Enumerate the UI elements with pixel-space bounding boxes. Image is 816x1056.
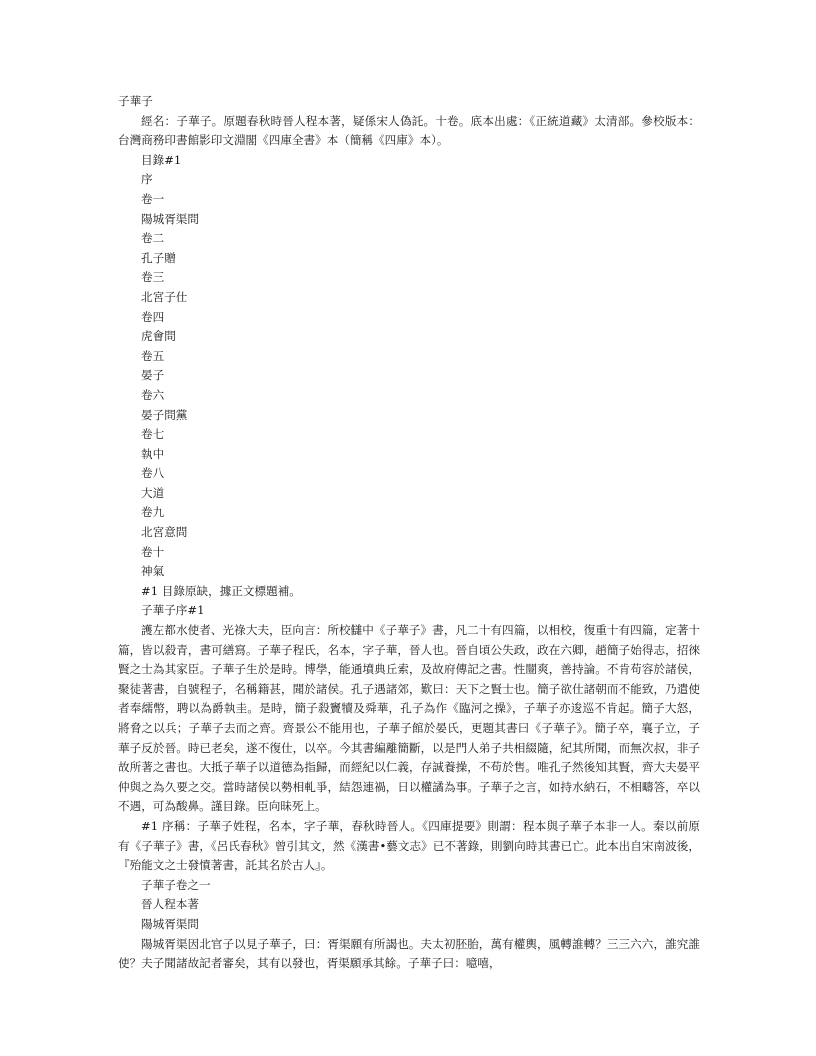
toc-item[interactable]: 陽城胥渠問: [141, 211, 199, 226]
toc-item[interactable]: 北宮子仕: [141, 289, 188, 304]
toc-item[interactable]: 北宮意問: [141, 525, 188, 540]
toc-item[interactable]: 孔子贈: [141, 250, 176, 265]
preface-heading: 子華子序#1: [141, 603, 205, 618]
toc-item[interactable]: 卷三: [141, 270, 165, 285]
toc-item[interactable]: 卷六: [141, 387, 165, 402]
chapter-body: 陽城胥渠因北官子以見子華子，曰：胥渠願有所謁也。夫太初胚胎，萬有權輿，風轉誰轉？三三六六，誰究誰使？夫子聞諸故記者審矣，其有以發也，胥渠願承其餘。子華子曰：噫嘻，: [118, 936, 700, 971]
volume-author: 晉人程本著: [141, 897, 199, 912]
toc-footnote: #1 目錄原缺，據正文標題補。: [141, 583, 301, 598]
toc-item[interactable]: 卷十: [141, 544, 165, 559]
toc-heading: 目錄#1: [141, 152, 182, 167]
volume-heading: 子華子卷之一: [141, 877, 211, 892]
preface-body: 護左都水使者、光祿大夫，臣向言：所校讎中《子華子》書，凡二十有四篇，以相校，復重十有四篇，定著十篇，皆以殺青，書可繕寫。子華子程氏，名本，字子華，晉人也。晉自頃公失政，政在六卿，趙簡子始得志，招徠賢之士為其家臣。子華子生於是時。博學，能通墳典丘索，及故府傳記之書。性闓爽，善持論。不肯苟容於諸侯，聚徒著書，自號程子，名稱籍甚，聞於諸侯。孔子遇諸郊，歎曰：天下之賢士也。簡子欲仕諸朝而不能致，乃遣使者奉繻幣，聘以為爵執圭。是時，簡子殺竇犢及舜華，孔子為作《臨河之操》，子華子亦逡巡不肯起。簡子大怒，將脅之以兵；子華子去而之齊。齊景公不能用也，子華子館於晏氏，更題其書曰《子華子》。簡子卒，襄子立，子華子反於晉。時已老矣，遂不復仕，以卒。今其書編離簡斷，以是門人弟子共相綴隨，紀其所聞，而無次叔，非子故所著之書也。大抵子華子以道德為指歸，而經紀以仁義，存誠養操，不苟於售。唯孔子然後知其賢，齊大夫晏平仲與之為久要之交。當時諸侯以勢相軋爭，結怨連禍，日以權譎為事。子華子之言，如持水納石，不相疇答，卒以不遇，可為酸鼻。謹目錄。臣向昧死上。: [118, 623, 700, 814]
toc-item[interactable]: 卷七: [141, 427, 165, 442]
document-content: [118, 92, 700, 974]
toc-item[interactable]: 序: [141, 172, 153, 187]
toc-item[interactable]: 卷四: [141, 309, 165, 324]
chapter-heading: 陽城胥渠問: [141, 916, 199, 931]
toc-item[interactable]: 卷九: [141, 505, 165, 520]
toc-item[interactable]: 卷五: [141, 348, 165, 363]
document-title: 子華子: [118, 94, 153, 108]
toc-item[interactable]: 神氣: [141, 564, 165, 579]
header-note: 經名：子華子。原題春秋時晉人程本著，疑係宋人偽託。十卷。底本出處：《正統道藏》太清部。參校版本：台灣商務印書館影印文淵閣《四庫全書》本（簡稱《四庫》本）。: [118, 113, 700, 148]
toc-item[interactable]: 卷二: [141, 231, 165, 246]
toc-item[interactable]: 卷八: [141, 466, 165, 481]
toc-item[interactable]: 虎會問: [141, 329, 176, 344]
toc-item[interactable]: 卷一: [141, 191, 165, 206]
toc-item[interactable]: 晏子問黨: [141, 407, 188, 422]
toc-item[interactable]: 晏子: [141, 368, 165, 383]
preface-footnote: #1 序稱：子華子姓程，名本，字子華，春秋時晉人。《四庫提要》則謂：程本與子華子本非一人。秦以前原有《子華子》書，《呂氏春秋》曾引其文，然《漢書•藝文志》已不著錄，則劉向時其書已亡。此本出自宋南波後，『殆能文之士發憤著書，託其名於古人』。: [118, 818, 700, 873]
toc-item[interactable]: 大道: [141, 485, 165, 500]
toc-item[interactable]: 執中: [141, 446, 165, 461]
